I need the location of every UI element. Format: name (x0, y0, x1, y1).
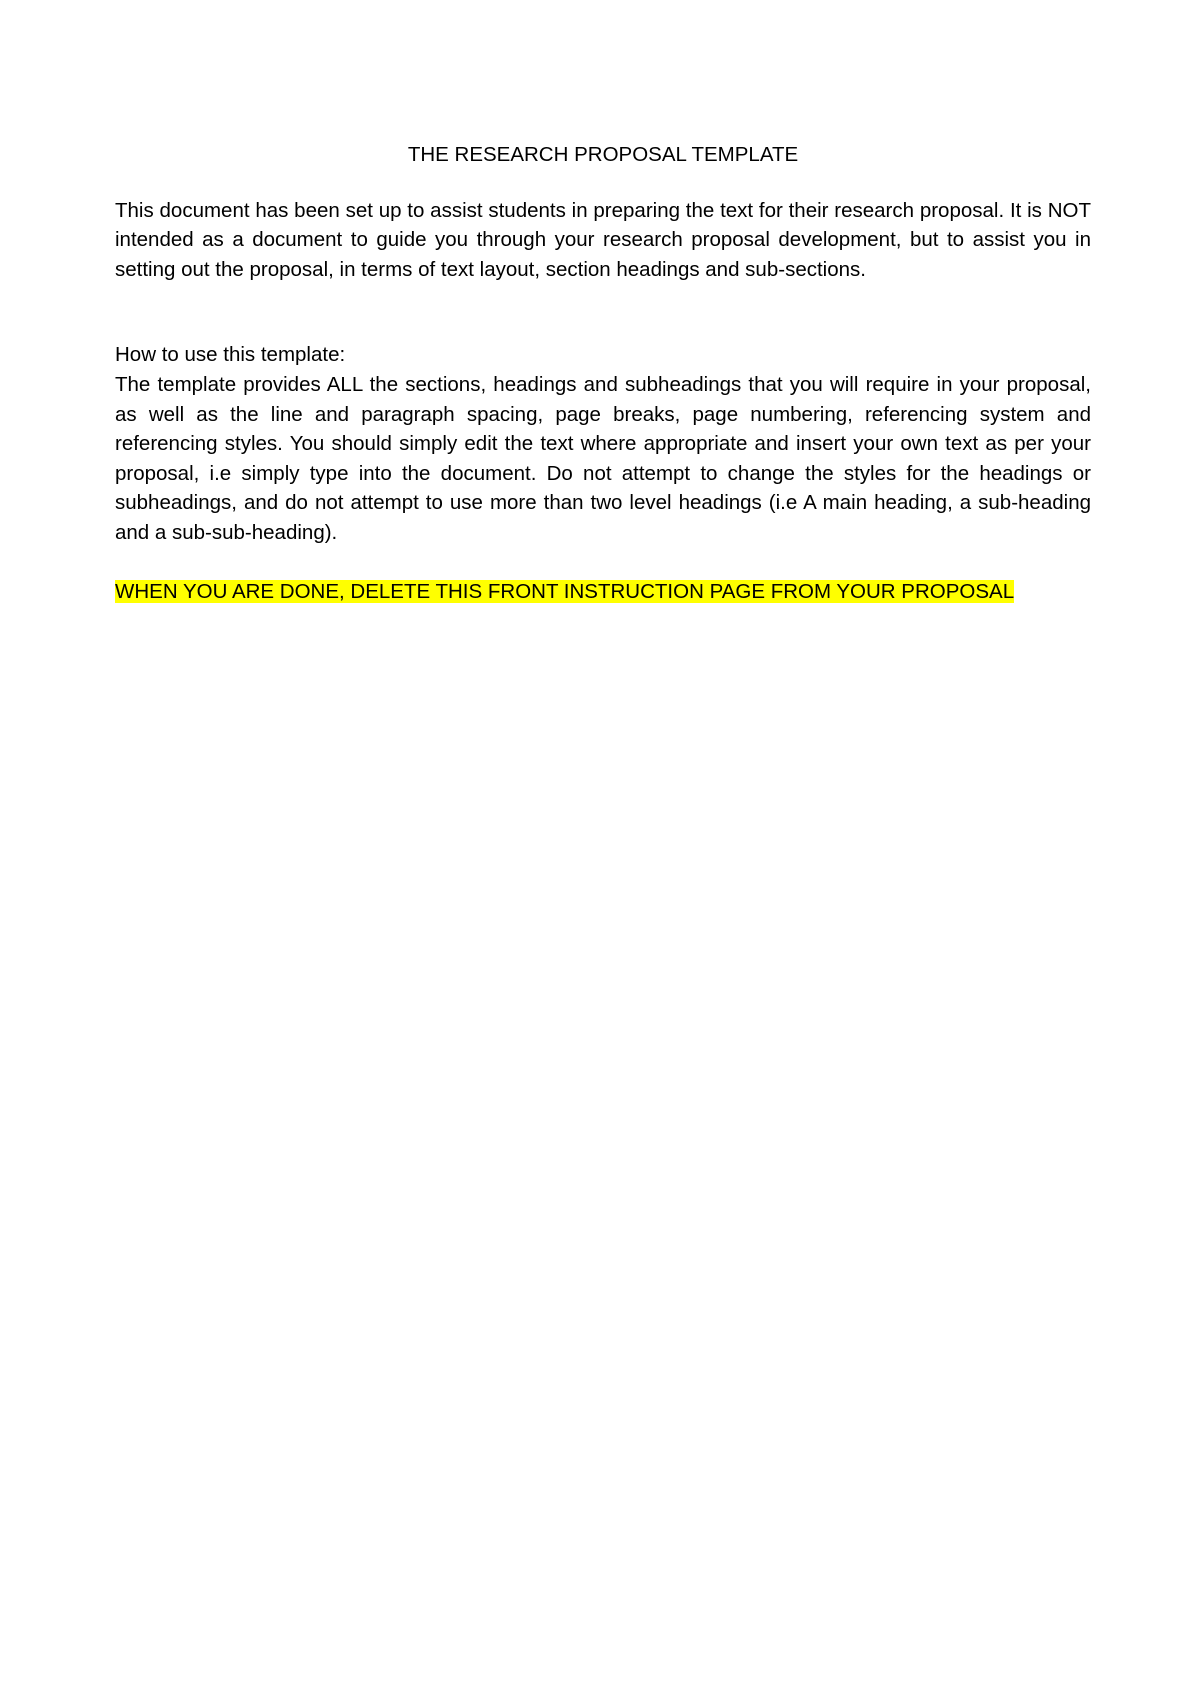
intro-paragraph: This document has been set up to assist students in preparing the text for their research proposal. It is NOT intended as a document to guide you through your research proposal development, but to assist you in setting out the proposal, in terms of text layout, section headings and sub-sections. (115, 198, 1091, 281)
page-content (115, 140, 1091, 606)
highlighted-warning-text: WHEN YOU ARE DONE, DELETE THIS FRONT INSTRUCTION PAGE FROM YOUR PROPOSAL (115, 579, 1015, 603)
how-to-heading: How to use this template: (115, 343, 346, 367)
how-to-paragraph: The template provides ALL the sections, headings and subheadings that you will require in your proposal, as well as the line and paragraph spacing, page breaks, page numbering, referencing system and referencing styles. You should simply edit the text where appropriate and insert your own text as per your proposal, i.e simply type into the document. Do not attempt to change the styles for the headings or subheadings, and do not attempt to use more than two level headings (i.e A main heading, a sub-heading and a sub-sub-heading). (115, 372, 1091, 544)
delete-warning (115, 577, 1091, 607)
document-title: THE RESEARCH PROPOSAL TEMPLATE (407, 143, 799, 166)
